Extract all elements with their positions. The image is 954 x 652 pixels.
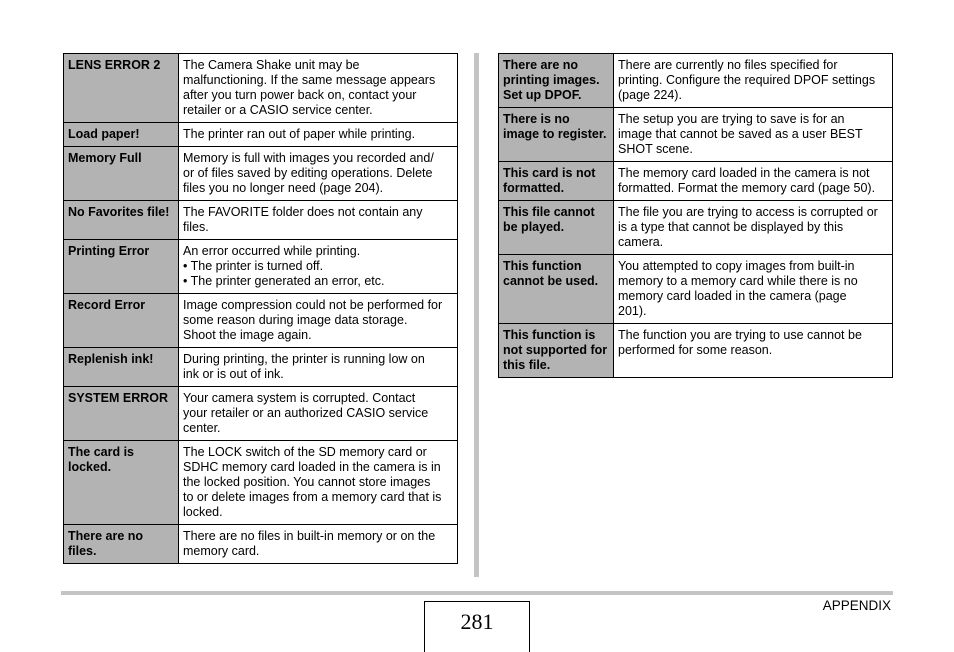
message-name: LENS ERROR 2 [64,54,179,123]
message-name: Load paper! [64,123,179,147]
description-line: some reason during image data storage. [183,313,408,327]
message-name: No Favorites file! [64,201,179,240]
message-description [614,108,893,162]
message-description [614,54,893,108]
message-name: This card is not formatted. [499,162,614,201]
section-label: APPENDIX [822,598,891,613]
message-description [614,162,893,201]
message-description [614,324,893,378]
description-line: is a type that cannot be displayed by this [618,220,844,234]
description-line: Your camera system is corrupted. Contact [183,391,416,405]
message-name: There is no image to register. [499,108,614,162]
description-line: or of files saved by editing operations. Delete [183,166,433,180]
message-row [64,525,458,564]
message-row [499,201,893,255]
message-description [179,525,458,564]
description-line: • The printer generated an error, etc. [183,274,385,288]
description-line: (page 224). [618,88,682,102]
message-description [179,201,458,240]
message-row [64,387,458,441]
message-row [64,54,458,123]
description-line: printing. Configure the required DPOF settings [618,73,876,87]
error-messages-table-left [63,53,458,564]
description-line: There are currently no files specified for [618,58,838,72]
message-description [179,54,458,123]
message-row [64,147,458,201]
message-name: Printing Error [64,240,179,294]
description-line: 201). [618,304,647,318]
description-line: The printer ran out of paper while printing. [183,127,416,141]
description-line: memory card. [183,544,260,558]
message-name: There are no printing images. Set up DPOF. [499,54,614,108]
message-row [64,201,458,240]
message-row [64,240,458,294]
description-line: memory to a memory card while there is no [618,274,858,288]
message-row [64,294,458,348]
description-line: locked. [183,505,223,519]
message-row [499,108,893,162]
description-line: There are no files in built-in memory or on the [183,529,436,543]
page-number: 281 [424,601,530,652]
description-line: center. [183,421,221,435]
message-row [499,162,893,201]
message-name: SYSTEM ERROR [64,387,179,441]
description-line: The Camera Shake unit may be [183,58,360,72]
description-line: image that cannot be saved as a user BEST [618,127,863,141]
description-line: The function you are trying to use cannot be [618,328,862,342]
description-line: memory card loaded in the camera (page [618,289,847,303]
description-line: SDHC memory card loaded in the camera is in [183,460,441,474]
message-description [179,240,458,294]
description-line: • The printer is turned off. [183,259,324,273]
description-line: The setup you are trying to save is for an [618,112,845,126]
message-name: Memory Full [64,147,179,201]
message-row [499,255,893,324]
footer-rule [61,591,893,595]
description-line: after you turn power back on, contact your [183,88,417,102]
message-name: This file cannot be played. [499,201,614,255]
description-line: files you no longer need (page 204). [183,181,384,195]
message-description [179,123,458,147]
description-line: Memory is full with images you recorded and/ [183,151,434,165]
description-line: The file you are trying to access is corrupted or [618,205,878,219]
message-description [179,387,458,441]
description-line: You attempted to copy images from built-in [618,259,855,273]
message-description [179,441,458,525]
description-line: Image compression could not be performed for [183,298,443,312]
message-description [614,201,893,255]
message-description [179,147,458,201]
description-line: The FAVORITE folder does not contain any [183,205,423,219]
message-row [499,324,893,378]
message-row [64,441,458,525]
column-divider [474,53,479,577]
description-line: During printing, the printer is running low on [183,352,425,366]
message-row [499,54,893,108]
message-name: Replenish ink! [64,348,179,387]
description-line: the locked position. You cannot store images [183,475,431,489]
message-row [64,348,458,387]
description-line: formatted. Format the memory card (page 50). [618,181,876,195]
description-line: Shoot the image again. [183,328,312,342]
description-line: SHOT scene. [618,142,693,156]
description-line: your retailer or an authorized CASIO service [183,406,429,420]
description-line: The memory card loaded in the camera is not [618,166,870,180]
description-line: An error occurred while printing. [183,244,361,258]
message-description [179,294,458,348]
message-name: This function cannot be used. [499,255,614,324]
description-line: malfunctioning. If the same message appears [183,73,436,87]
description-line: retailer or a CASIO service center. [183,103,373,117]
error-messages-table-right [498,53,893,378]
description-line: ink or is out of ink. [183,367,284,381]
message-name: This function is not supported for this file. [499,324,614,378]
description-line: to or delete images from a memory card that is [183,490,442,504]
message-description [614,255,893,324]
message-row [64,123,458,147]
message-name: Record Error [64,294,179,348]
message-description [179,348,458,387]
description-line: performed for some reason. [618,343,773,357]
message-name: There are no files. [64,525,179,564]
description-line: The LOCK switch of the SD memory card or [183,445,427,459]
message-name: The card is locked. [64,441,179,525]
description-line: camera. [618,235,664,249]
description-line: files. [183,220,209,234]
